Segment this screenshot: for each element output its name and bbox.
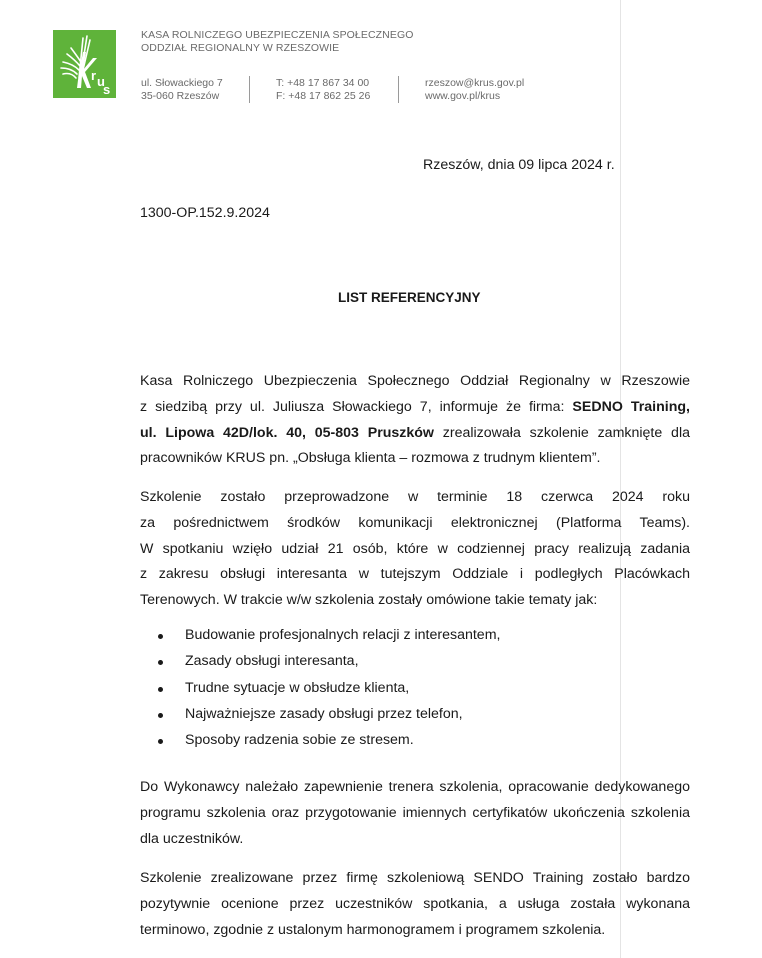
text-line: za pośrednictwem środków komunikacji elektronicznej (Platforma Teams).	[140, 514, 690, 531]
paragraph-introduction	[140, 369, 690, 472]
text-line	[140, 421, 690, 447]
website-link[interactable]: www.gov.pl/krus	[425, 90, 501, 102]
text-line: W spotkaniu wzięło udział 21 osób, które w codziennej pracy realizują zadania	[140, 540, 690, 557]
letter-title: LIST REFERENCYJNY	[338, 290, 481, 305]
text-line: Kasa Rolniczego Ubezpieczenia Społecznego Oddział Regionalny w Rzeszowie	[140, 373, 690, 389]
krus-logo-icon	[53, 30, 116, 98]
svg-text:u: u	[97, 74, 105, 89]
list-item	[158, 706, 500, 732]
list-item	[158, 680, 500, 706]
svg-text:s: s	[103, 82, 111, 97]
topic-text: Budowanie profesjonalnych relacji z interesantem,	[185, 627, 501, 643]
company-address: ul. Lipowa 42D/lok. 40, 05-803 Pruszków	[140, 424, 434, 441]
online-contacts	[425, 77, 524, 103]
list-item	[158, 653, 500, 679]
reference-number: 1300-OP.152.9.2024	[140, 205, 270, 221]
svg-text:r: r	[91, 68, 97, 83]
letter-date: Rzeszów, dnia 09 lipca 2024 r.	[423, 157, 615, 173]
text-line: programu szkolenia oraz przygotowanie imiennych certyfikatów ukończenia szkolenia	[140, 804, 690, 821]
fax-number: F: +48 17 862 25 26	[276, 90, 371, 102]
text-fragment: zrealizowała szkolenie zamknięte dla	[433, 424, 690, 441]
header-divider	[249, 76, 250, 103]
text-line: Szkolenie zrealizowane przez firmę szkoleniową SENDO Training zostało bardzo	[140, 870, 690, 886]
company-name: SEDNO Training,	[572, 398, 690, 415]
text-line: Szkolenie zostało przeprowadzone w terminie 18 czerwca 2024 roku	[140, 489, 690, 505]
text-line: pozytywnie ocenione przez uczestników spotkania, a usługa została wykonana	[140, 895, 690, 912]
organization-name	[141, 29, 414, 55]
topic-text: Sposoby radzenia sobie ze stresem.	[185, 732, 414, 749]
topic-text: Trudne sytuacje w obsłudze klienta,	[185, 679, 410, 696]
text-line: z zakresu obsługi interesanta w tutejszym Oddziale i podległych Placówkach	[140, 566, 690, 583]
paragraph-training-details	[140, 485, 690, 614]
email-link[interactable]: rzeszow@krus.gov.pl	[425, 77, 525, 89]
topic-text: Najważniejsze zasady obsługi przez telefon,	[185, 705, 463, 722]
text-line: pracowników KRUS pn. „Obsługa klienta – rozmowa z trudnym klientem”.	[140, 450, 601, 467]
text-line: dla uczestników.	[140, 830, 244, 847]
header-divider	[398, 76, 399, 103]
text-line: terminowo, zgodnie z ustalonym harmonogramem i programem szkolenia.	[140, 921, 606, 938]
street-address: ul. Słowackiego 7	[141, 77, 223, 89]
list-item	[158, 732, 500, 758]
phone-number: T: +48 17 867 34 00	[276, 77, 370, 89]
phone-contacts	[276, 77, 370, 103]
postal-address	[141, 77, 223, 103]
org-name-line-2: ODDZIAŁ REGIONALNY W RZESZOWIE	[141, 42, 340, 54]
bullet-icon	[158, 660, 163, 665]
text-line	[140, 395, 690, 421]
list-item	[158, 627, 500, 653]
paragraph-contractor-duties	[140, 775, 690, 852]
text-line: Do Wykonawcy należało zapewnienie trenera szkolenia, opracowanie dedykowanego	[140, 779, 690, 795]
bullet-icon	[158, 713, 163, 718]
org-name-line-1: KASA ROLNICZEGO UBEZPIECZENIA SPOŁECZNEGO	[141, 29, 414, 41]
bullet-icon	[158, 634, 163, 639]
topics-list	[158, 627, 500, 758]
paragraph-evaluation	[140, 866, 690, 943]
topic-text: Zasady obsługi interesanta,	[185, 653, 359, 670]
text-fragment: z siedzibą przy ul. Juliusza Słowackiego 7, informuje że firma:	[140, 398, 573, 415]
postal-city: 35-060 Rzeszów	[141, 90, 220, 102]
bullet-icon	[158, 739, 163, 744]
krus-logo	[53, 30, 116, 98]
bullet-icon	[158, 687, 163, 692]
text-line: Terenowych. W trakcie w/w szkolenia zostały omówione takie tematy jak:	[140, 592, 598, 609]
